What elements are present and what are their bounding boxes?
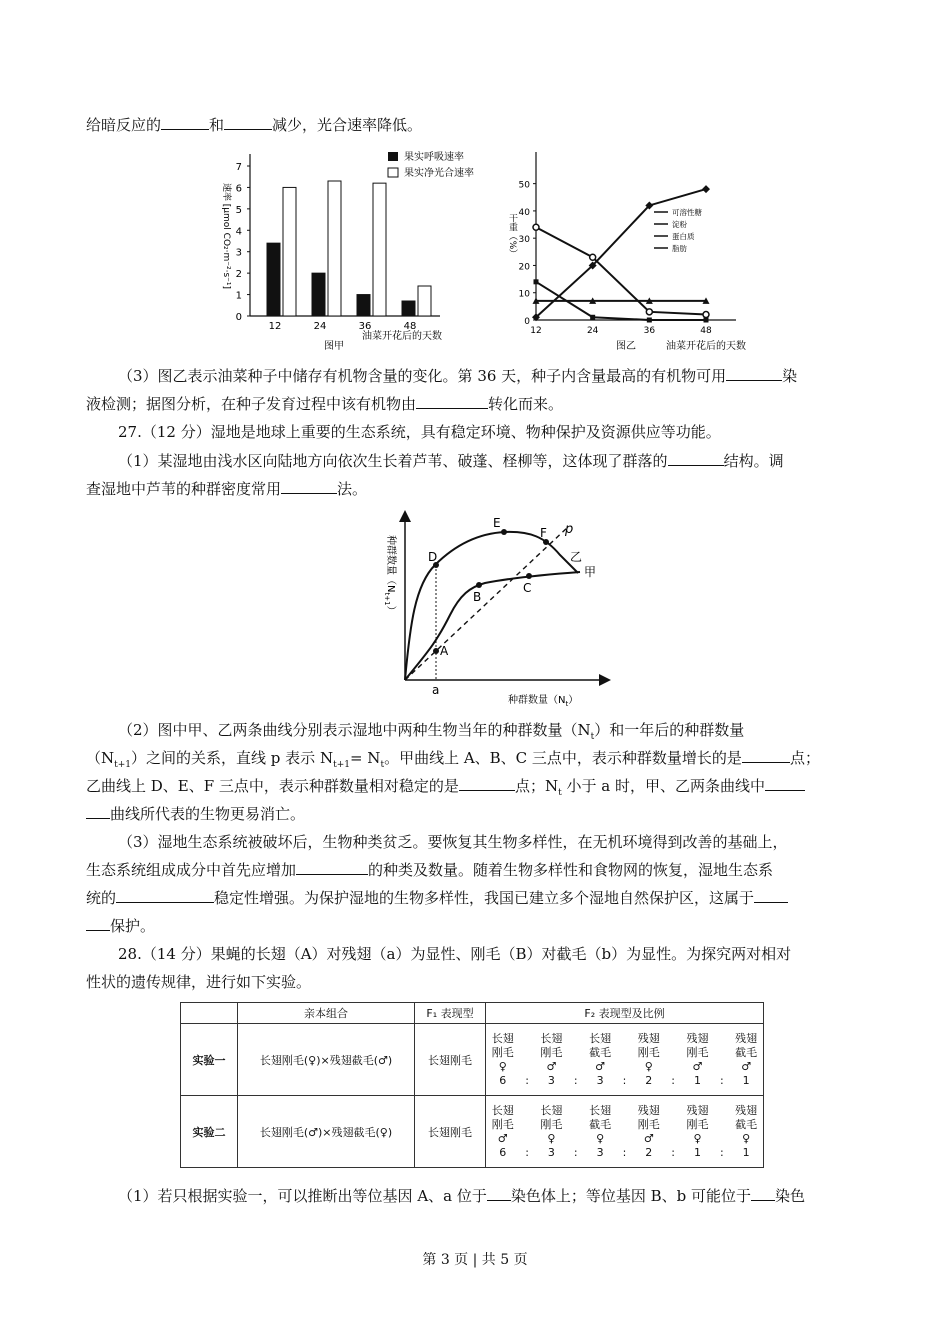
point-sugar (590, 254, 596, 260)
f2-sex: ♀ (693, 1131, 702, 1145)
answer-blank[interactable] (459, 775, 515, 791)
label-yi: 乙 (570, 550, 583, 564)
f2-trait: 残翅 (686, 1031, 709, 1045)
answer-blank[interactable] (86, 915, 110, 931)
f2-trait: 长翅 (589, 1103, 612, 1117)
text: 减少，光合速率降低。 (272, 116, 423, 134)
f2-trait: 刚毛 (540, 1117, 563, 1131)
point-starch (534, 279, 539, 284)
point-starch (647, 318, 652, 323)
text: 小于 a 时，甲、乙两条曲线中 (561, 777, 765, 795)
answer-blank[interactable] (765, 775, 805, 791)
f2-trait: 截毛 (589, 1117, 612, 1131)
text-line (86, 971, 866, 993)
point-sugar (703, 312, 709, 318)
label-jia: 甲 (584, 565, 597, 579)
x-axis-label: 种群数量$(N_t)$ (508, 695, 579, 708)
colon: : (671, 1145, 675, 1159)
ratio-colon (574, 1104, 578, 1160)
colon: : (525, 1073, 529, 1087)
colon: : (719, 1145, 724, 1159)
text: 曲线所代表的生物更易消亡。 (110, 805, 306, 823)
bar-photosynthesis (328, 181, 341, 316)
text: 点；N (514, 777, 559, 795)
f2-column (589, 1104, 611, 1160)
f2-column (686, 1104, 708, 1160)
f2-ratio: 1 (742, 1073, 750, 1087)
text: （3）图乙表示油菜种子中储存有机物含量的变化。第 36 天，种子内含量最高的有机物可用 (118, 367, 727, 385)
text: 转化而来。 (488, 395, 564, 413)
answer-blank[interactable] (224, 114, 272, 130)
colon: : (525, 1145, 529, 1159)
f2-ratio: 1 (693, 1073, 701, 1087)
colon: : (622, 1073, 627, 1087)
legend-label: 脂肪 (672, 244, 687, 253)
f2-column (492, 1032, 514, 1088)
text: 结构。调 (723, 452, 784, 470)
subscript: t+1 (114, 760, 132, 770)
f2-ratio: 1 (693, 1145, 701, 1159)
subscript: t (590, 732, 595, 742)
y-tick-label: 4 (235, 226, 242, 238)
y-tick-label: 6 (235, 183, 242, 195)
legend-swatch-photosynthesis (388, 168, 398, 177)
jia-bars (267, 181, 431, 316)
f2-ratio: 1 (742, 1145, 750, 1159)
yi-axes (519, 152, 736, 336)
f2-trait: 残翅 (686, 1103, 709, 1117)
y-tick-label: 40 (518, 207, 530, 218)
answer-blank[interactable] (726, 365, 782, 381)
text: 统的 (86, 889, 117, 907)
legend-label: 可溶性糖 (672, 208, 702, 217)
answer-blank[interactable] (116, 887, 214, 903)
f2-trait: 刚毛 (686, 1117, 709, 1131)
text: 的种类及数量。随着生物多样性和食物网的恢复，湿地生态系 (368, 861, 774, 879)
subscript: t (380, 760, 385, 770)
ratio-colon (623, 1104, 627, 1160)
y-tick-label: 20 (518, 262, 530, 273)
point-sugar (646, 309, 652, 315)
bar-respiration (267, 243, 280, 316)
answer-blank[interactable] (487, 1185, 511, 1201)
answer-blank[interactable] (86, 803, 110, 819)
figure-caption: 图乙 (616, 341, 636, 352)
colon: : (719, 1073, 724, 1087)
y-tick-label: 5 (235, 204, 242, 216)
f2-ratio: 2 (645, 1145, 653, 1159)
answer-blank[interactable] (668, 450, 724, 466)
y-tick-label: 2 (235, 269, 242, 281)
text-line (86, 775, 866, 804)
colon: : (573, 1073, 578, 1087)
text-line (118, 365, 866, 387)
x-tick-label: 24 (313, 321, 327, 332)
figure-yi (494, 146, 764, 358)
f2-column (638, 1032, 660, 1088)
text: 给暗反应的 (86, 116, 162, 134)
y-tick-label: 3 (235, 247, 242, 259)
f2-trait: 残翅 (637, 1103, 660, 1117)
f2-sex: ♂ (497, 1131, 508, 1145)
table-header (181, 1003, 238, 1024)
f2-column (540, 1104, 562, 1160)
parent-cross: 长翅刚毛(♀)×残翅截毛(♂) (238, 1024, 415, 1096)
x-tick-label: 36 (643, 326, 656, 336)
bar-photosynthesis (373, 183, 386, 316)
f2-ratio: 3 (596, 1145, 604, 1159)
f2-trait: 刚毛 (686, 1045, 709, 1059)
y-tick-label: 7 (235, 162, 242, 173)
answer-blank[interactable] (754, 887, 788, 903)
x-tick-label: 48 (403, 321, 417, 332)
text: 。甲曲线上 A、B、C 三点中，表示种群数量增长的是 (384, 749, 742, 767)
colon: : (573, 1145, 578, 1159)
colon: : (622, 1145, 627, 1159)
table-row (181, 1096, 764, 1168)
point-c (526, 573, 532, 579)
answer-blank[interactable] (751, 1185, 775, 1201)
f2-sex: ♀ (596, 1131, 605, 1145)
yi-lines (532, 185, 710, 322)
table-header: F₁ 表现型 (415, 1003, 486, 1024)
table-header: 亲本组合 (238, 1003, 415, 1024)
text: 生态系统组成成分中首先应增加 (86, 861, 297, 879)
answer-blank[interactable] (281, 478, 337, 494)
text: 染色体上；等位基因 B、b 可能位于 (510, 1187, 752, 1205)
ratio-colon (720, 1104, 724, 1160)
x-tick-label: 24 (586, 326, 599, 336)
y-tick-label: 10 (518, 289, 530, 300)
text-line (118, 1185, 866, 1207)
f2-sex: ♂ (741, 1059, 752, 1073)
answer-blank[interactable] (742, 747, 790, 763)
y-tick-label: 30 (518, 235, 530, 246)
ratio-colon (525, 1104, 529, 1160)
subscript: t (558, 788, 562, 798)
text: 性状的遗传规律，进行如下实验。 (86, 973, 312, 991)
f2-trait: 截毛 (735, 1045, 758, 1059)
text: ）和一年后的种群数量 (594, 721, 745, 739)
label-d: D (428, 550, 438, 564)
y-axis-label: 速率 [μmol CO₂·m⁻²·s⁻¹] (221, 182, 231, 290)
f1-phenotype: 长翅刚毛 (415, 1096, 486, 1168)
f2-sex: ♀ (742, 1131, 751, 1145)
parent-cross: 长翅刚毛(♂)×残翅截毛(♀) (238, 1096, 415, 1168)
f2-ratio: 3 (596, 1073, 604, 1087)
f2-sex: ♂ (546, 1059, 557, 1073)
f2-trait: 长翅 (540, 1103, 563, 1117)
f2-trait: 刚毛 (540, 1045, 563, 1059)
legend-swatch-respiration (388, 152, 398, 161)
legend-label: 蛋白质 (672, 232, 695, 241)
figure-caption: 图甲 (324, 341, 344, 352)
ratio-colon (525, 1032, 529, 1088)
f2-trait: 刚毛 (637, 1045, 660, 1059)
ratio-colon (574, 1032, 578, 1088)
y-axis-label: 干重（%） (507, 213, 517, 259)
text: （N (86, 749, 115, 767)
y-tick-label: 0 (524, 317, 530, 327)
label-p: p (565, 522, 574, 537)
text-line (118, 831, 866, 853)
f2-sex: ♂ (595, 1059, 606, 1073)
ratio-colon (671, 1032, 675, 1088)
f2-trait: 截毛 (589, 1045, 612, 1059)
subscript: t+1 (333, 760, 350, 770)
answer-blank[interactable] (416, 393, 488, 409)
text: 27.（12 分）湿地是地球上重要的生态系统，具有稳定环境、物种保护及资源供应等功能。 (118, 423, 721, 441)
text: 染色 (775, 1187, 806, 1205)
question-27 (118, 421, 866, 443)
page-footer: 第 3 页 | 共 5 页 (422, 1252, 528, 1268)
f1-phenotype: 长翅刚毛 (415, 1024, 486, 1096)
text-line (86, 803, 866, 825)
x-tick-label: 36 (358, 321, 372, 332)
answer-blank[interactable] (161, 114, 209, 130)
y-tick-label: 50 (518, 180, 530, 191)
bar-photosynthesis (418, 286, 431, 316)
f2-column (735, 1032, 757, 1088)
text: ）之间的关系，直线 p 表示 N (131, 749, 334, 767)
f2-ratio: 6 (499, 1073, 507, 1087)
f2-sex: ♂ (643, 1131, 654, 1145)
text: 法。 (337, 480, 368, 498)
text: 稳定性增强。为保护湿地的生物多样性，我国已建立多个湿地自然保护区，这属于 (214, 889, 755, 907)
f2-sex: ♀ (498, 1059, 507, 1073)
row-label: 实验一 (181, 1024, 238, 1096)
bar-respiration (312, 273, 325, 316)
f2-column (638, 1104, 660, 1160)
bar-respiration (402, 301, 415, 316)
text-line (86, 859, 866, 881)
f2-ratio: 2 (645, 1073, 653, 1087)
x-tick-label: 48 (700, 326, 712, 336)
f2-trait: 长翅 (540, 1031, 563, 1045)
text: （1）若只根据实验一，可以推断出等位基因 A、a 位于 (118, 1187, 487, 1205)
text-line (86, 393, 866, 415)
answer-blank[interactable] (296, 859, 368, 875)
text-line (86, 887, 866, 909)
figure-jia (212, 146, 502, 358)
row-label: 实验二 (181, 1096, 238, 1168)
legend-label: 淀粉 (672, 220, 687, 229)
f2-column (589, 1032, 611, 1088)
f2-sex: ♂ (692, 1059, 703, 1073)
point-fat (702, 185, 710, 193)
label-b: B (473, 590, 482, 604)
f2-column (540, 1032, 562, 1088)
x-tick-label: 12 (530, 326, 542, 336)
experiment-table (180, 1002, 764, 1168)
point-a (433, 648, 439, 654)
f2-sex: ♀ (547, 1131, 556, 1145)
y-tick-label: 1 (235, 290, 242, 302)
text-line (118, 719, 866, 748)
x-tick-label: 12 (268, 321, 282, 332)
f2-cell (486, 1096, 764, 1168)
legend-respiration: 果实呼吸速率 (404, 152, 464, 163)
bar-photosynthesis (283, 187, 296, 316)
f2-cell (486, 1024, 764, 1096)
bar-respiration (357, 295, 370, 316)
f2-ratio: 3 (547, 1073, 555, 1087)
text: （3）湿地生态系统被破坏后，生物种类贫乏。要恢复其生物多样性，在无机环境得到改善的基础上， (118, 833, 788, 851)
text: 保护。 (110, 917, 156, 935)
text: 液检测；据图分析，在种子发育过程中该有机物由 (86, 395, 417, 413)
ratio-colon (720, 1032, 724, 1088)
point-sugar (533, 224, 539, 230)
f2-trait: 长翅 (589, 1031, 612, 1045)
text-line (86, 478, 866, 500)
figure-population (380, 505, 620, 715)
text: 乙曲线上 D、E、F 三点中，表示种群数量相对稳定的是 (86, 777, 459, 795)
text: 染 (782, 367, 798, 385)
f2-trait: 长翅 (491, 1103, 514, 1117)
f2-trait: 截毛 (735, 1117, 758, 1131)
f2-ratio: 3 (547, 1145, 555, 1159)
text: 点； (789, 749, 820, 767)
f2-grid (486, 1104, 763, 1160)
f2-column (492, 1104, 514, 1160)
f2-column (686, 1032, 708, 1088)
point-b (476, 582, 482, 588)
legend-photosynthesis: 果实净光合速率 (404, 168, 474, 179)
yi-legend (654, 207, 702, 253)
f2-ratio: 6 (499, 1145, 507, 1159)
text-line (86, 915, 866, 937)
text-line (86, 747, 866, 776)
f2-sex: ♀ (644, 1059, 653, 1073)
colon: : (671, 1073, 675, 1087)
label-a-point: A (440, 644, 449, 658)
text: 和 (209, 116, 225, 134)
ratio-colon (671, 1104, 675, 1160)
table-header: F₂ 表现型及比例 (486, 1003, 764, 1024)
f2-trait: 残翅 (735, 1103, 758, 1117)
curve-jia (405, 572, 580, 680)
question-28 (118, 943, 866, 965)
ratio-colon (623, 1032, 627, 1088)
y-tick-label: 0 (235, 312, 242, 323)
label-e: E (493, 516, 501, 530)
text: 28.（14 分）果蝇的长翅（A）对残翅（a）为显性、刚毛（B）对截毛（b）为显性。为探究两对相对 (118, 945, 792, 963)
y-axis-label: 种群数量$(N_{t+1})$ (383, 535, 396, 616)
text: （2）图中甲、乙两条曲线分别表示湿地中两种生物当年的种群数量（N (118, 721, 591, 739)
point-e (501, 529, 507, 535)
point-starch (590, 315, 595, 320)
x-axis-label: 油菜开花后的天数 (666, 341, 746, 352)
text: = N (349, 749, 381, 767)
f2-trait: 长翅 (491, 1031, 514, 1045)
text-line (118, 450, 866, 472)
f2-column (735, 1104, 757, 1160)
f2-trait: 刚毛 (637, 1117, 660, 1131)
table-row (181, 1024, 764, 1096)
text: （1）某湿地由浅水区向陆地方向依次生长着芦苇、破蓬、柽柳等，这体现了群落的 (118, 452, 668, 470)
label-f: F (540, 526, 547, 540)
f2-trait: 残翅 (637, 1031, 660, 1045)
text: 查湿地中芦苇的种群密度常用 (86, 480, 282, 498)
f2-trait: 残翅 (735, 1031, 758, 1045)
point-starch (704, 318, 709, 323)
f2-grid (486, 1032, 763, 1088)
x-axis-label: 油菜开花后的天数 (362, 331, 442, 342)
label-c: C (523, 581, 532, 595)
f2-trait: 刚毛 (491, 1045, 514, 1059)
text-line (86, 114, 866, 136)
f2-trait: 刚毛 (491, 1117, 514, 1131)
label-a-axis: a (432, 683, 440, 697)
